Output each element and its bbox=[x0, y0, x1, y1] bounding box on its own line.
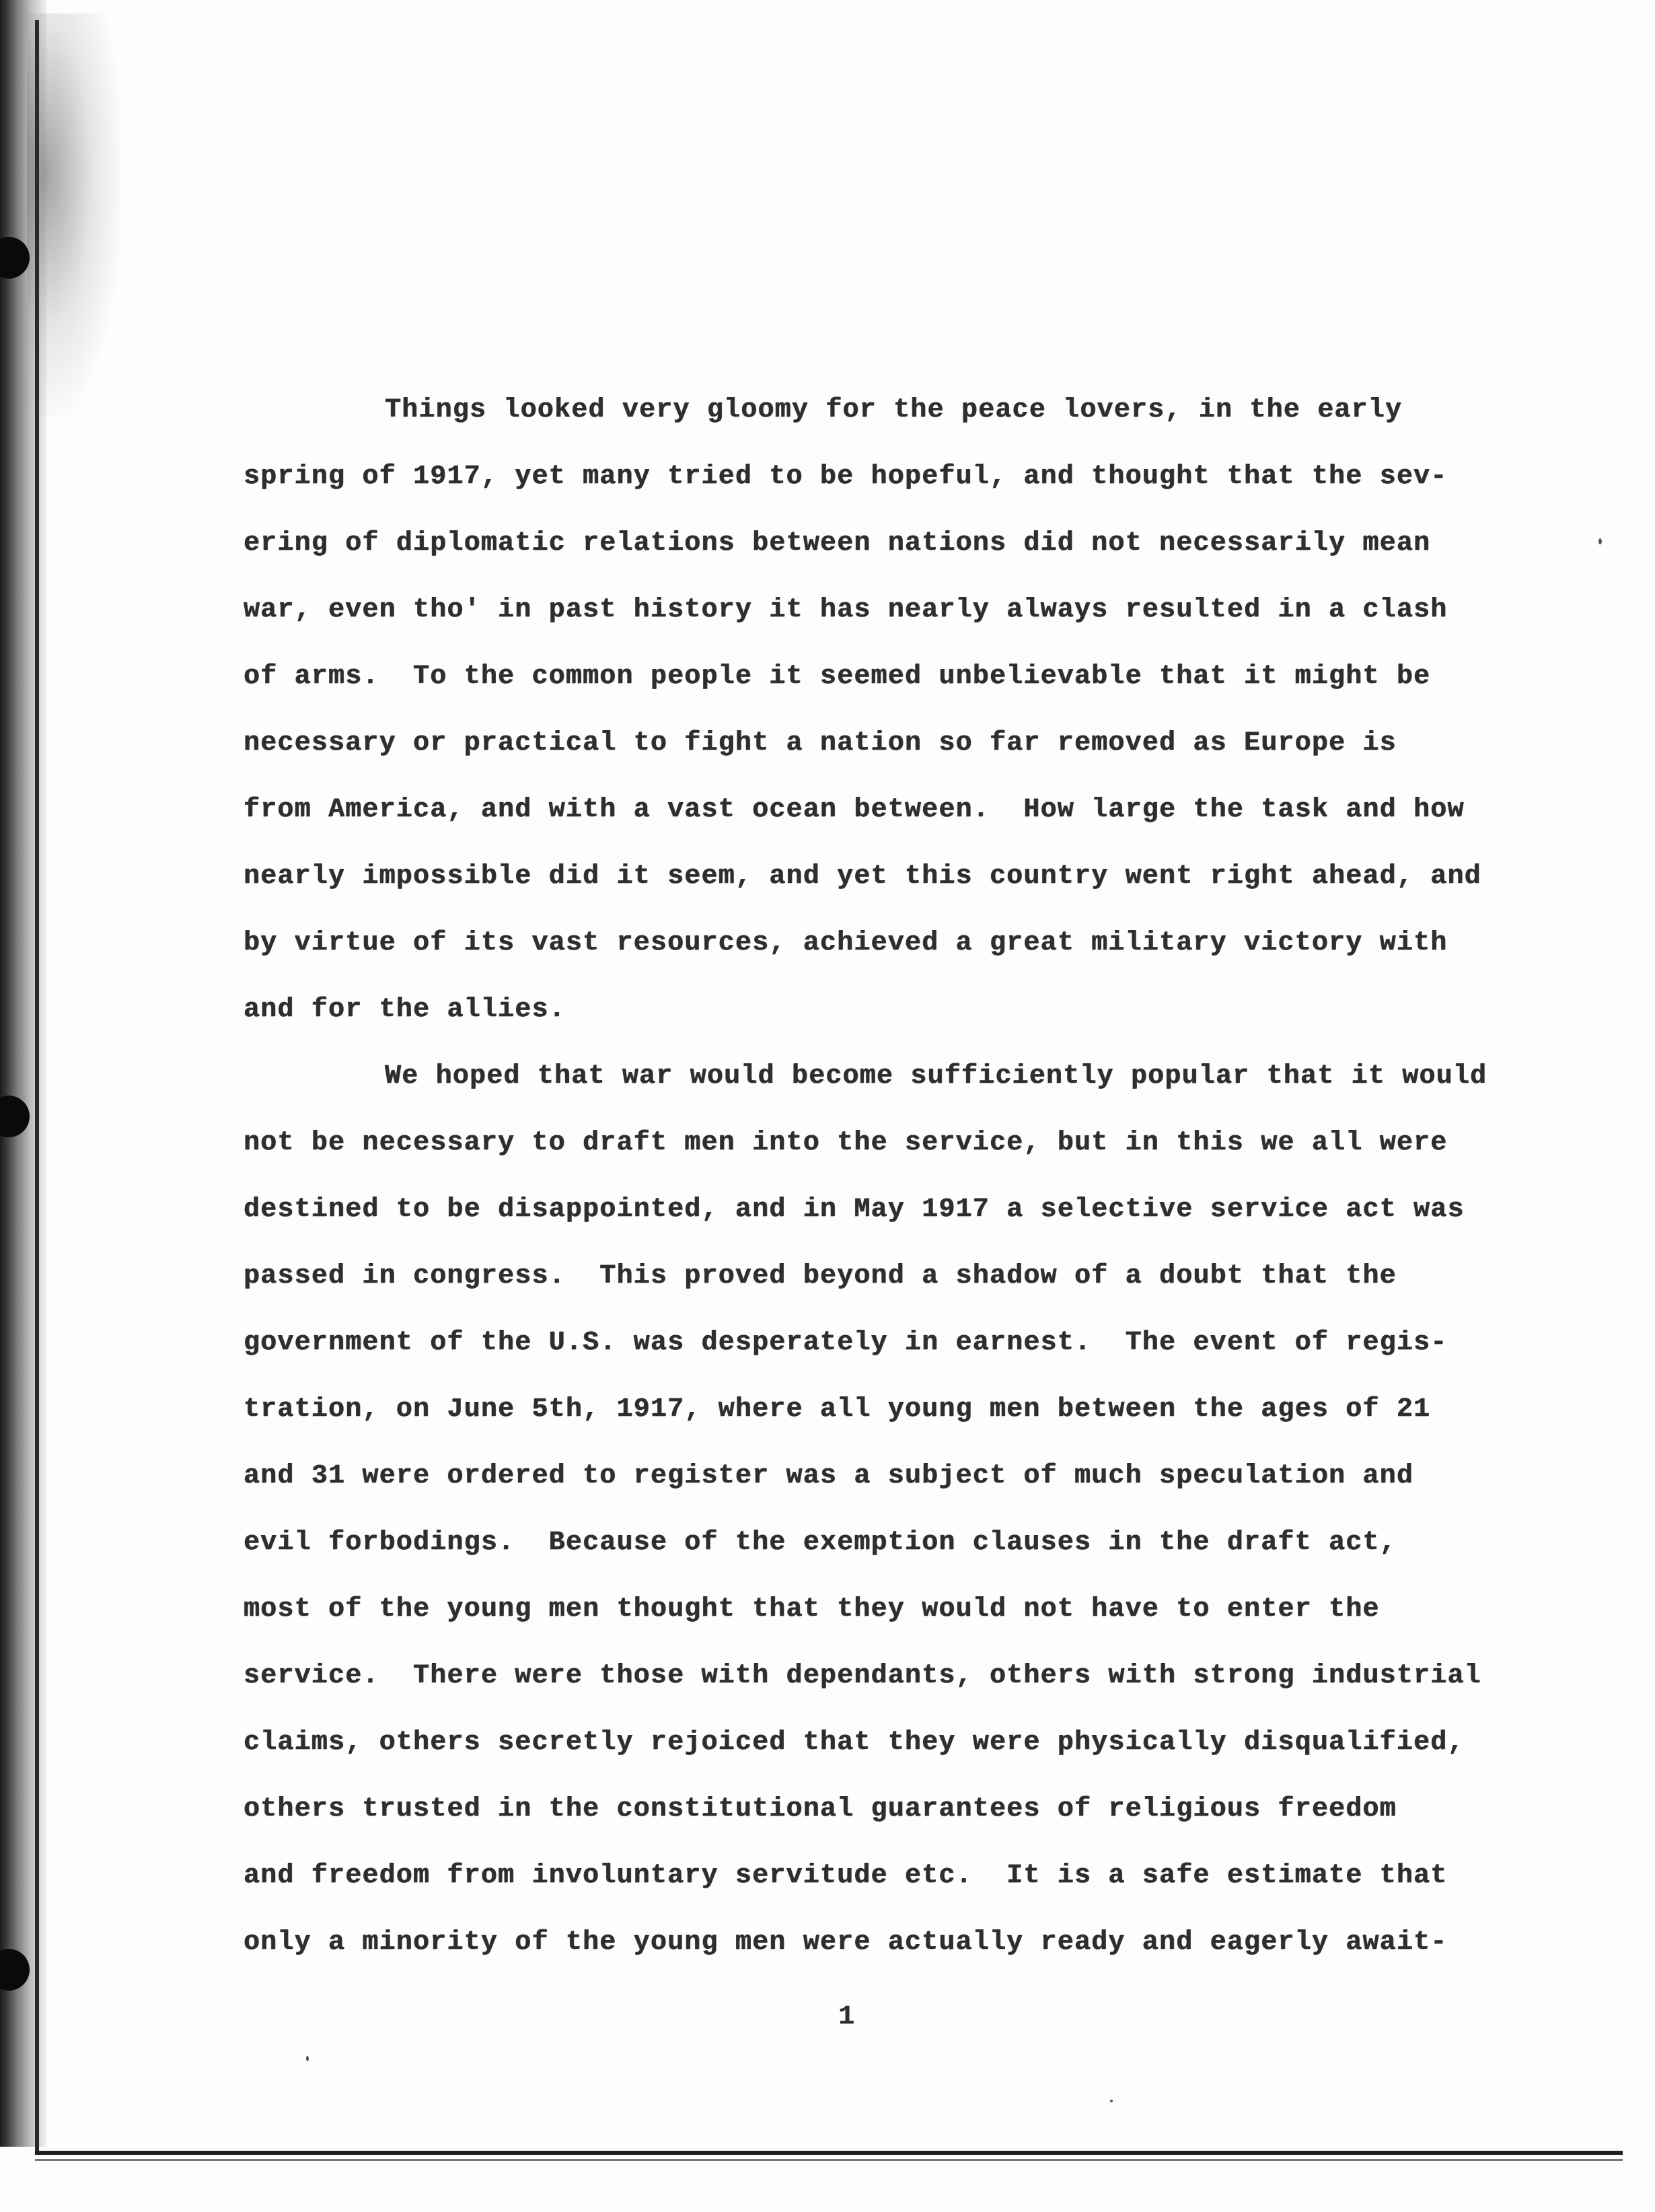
page-bottom-border-shadow bbox=[35, 2159, 1623, 2161]
text-line: Things looked very gloomy for the peace lovers, in the early bbox=[385, 395, 1403, 425]
scan-smudge bbox=[27, 13, 121, 417]
paragraph-1 bbox=[244, 387, 1481, 1053]
text-line: government of the U.S. was desperately in earnest. The event of regis- bbox=[244, 1328, 1448, 1358]
text-line: passed in congress. This proved beyond a shadow of a doubt that the bbox=[244, 1261, 1397, 1291]
text-line: evil forbodings. Because of the exemption clauses in the draft act, bbox=[244, 1528, 1397, 1558]
text-line: We hoped that war would become sufficiently popular that it would bbox=[385, 1061, 1487, 1092]
typewritten-body bbox=[244, 387, 1487, 1986]
text-line: necessary or practical to fight a nation so far removed as Europe is bbox=[244, 728, 1397, 758]
scan-speck bbox=[1110, 2100, 1113, 2102]
text-line: spring of 1917, yet many tried to be hopeful, and thought that the sev- bbox=[244, 462, 1448, 492]
text-line: and freedom from involuntary servitude etc. It is a safe estimate that bbox=[244, 1861, 1448, 1891]
text-line: from America, and with a vast ocean between. How large the task and how bbox=[244, 795, 1465, 825]
page-number: 1 bbox=[838, 2002, 855, 2032]
page-bottom-border bbox=[35, 2151, 1623, 2155]
text-line: service. There were those with dependants, others with strong industrial bbox=[244, 1661, 1481, 1691]
text-line: war, even tho' in past history it has nearly always resulted in a clash bbox=[244, 595, 1448, 625]
text-line: by virtue of its vast resources, achieved a great military victory with bbox=[244, 928, 1448, 958]
text-line: claims, others secretly rejoiced that they were physically disqualified, bbox=[244, 1727, 1465, 1758]
text-line: most of the young men thought that they would not have to enter the bbox=[244, 1594, 1380, 1625]
text-line: others trusted in the constitutional guarantees of religious freedom bbox=[244, 1794, 1397, 1824]
text-line: ering of diplomatic relations between nations did not necessarily mean bbox=[244, 528, 1431, 559]
page-left-border bbox=[35, 20, 39, 2153]
scan-speck bbox=[306, 2056, 309, 2061]
text-line: and for the allies. bbox=[244, 995, 566, 1025]
text-line: only a minority of the young men were actually ready and eagerly await- bbox=[244, 1927, 1448, 1958]
text-line: and 31 were ordered to register was a subject of much speculation and bbox=[244, 1461, 1414, 1491]
scan-speck bbox=[1598, 538, 1602, 544]
text-line: destined to be disappointed, and in May 1917 a selective service act was bbox=[244, 1194, 1465, 1225]
text-line: not be necessary to draft men into the service, but in this we all were bbox=[244, 1128, 1448, 1158]
text-line: of arms. To the common people it seemed unbelievable that it might be bbox=[244, 662, 1431, 692]
paragraph-2 bbox=[244, 1053, 1487, 1986]
text-line: tration, on June 5th, 1917, where all young men between the ages of 21 bbox=[244, 1394, 1431, 1425]
text-line: nearly impossible did it seem, and yet this country went right ahead, and bbox=[244, 861, 1481, 892]
